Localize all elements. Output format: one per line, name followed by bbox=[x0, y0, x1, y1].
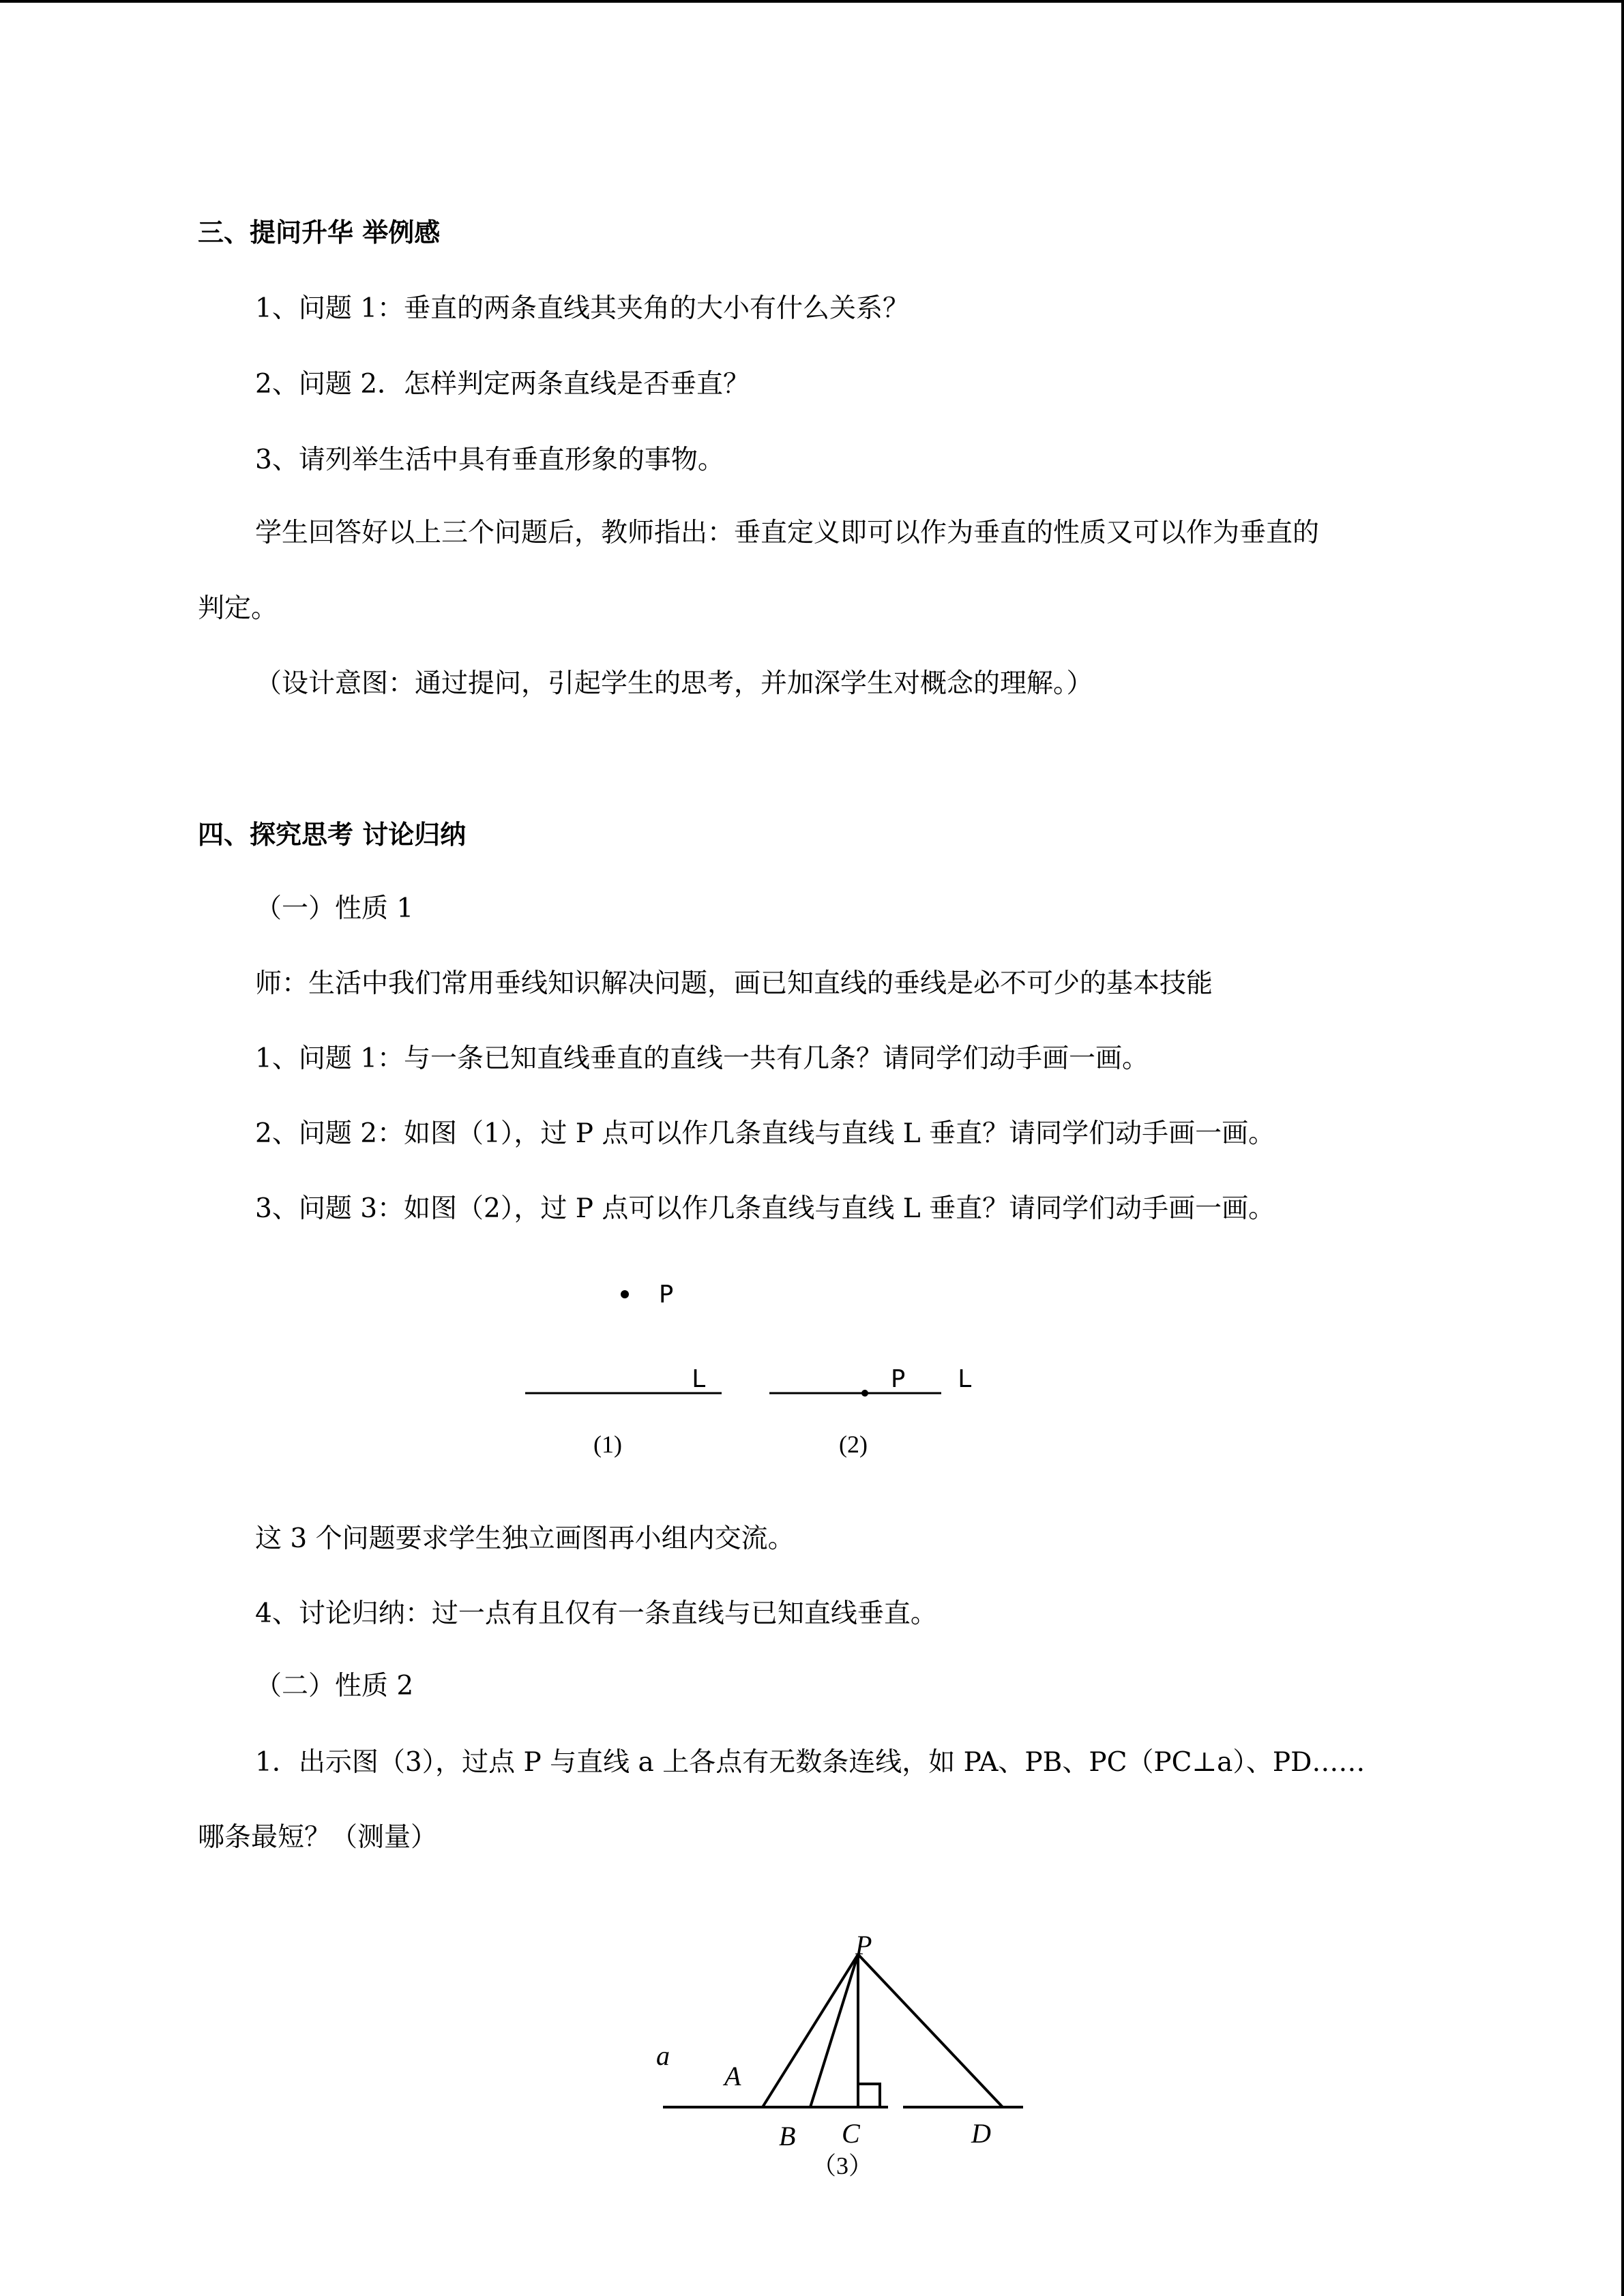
figure-3-prompt-line-1: 1．出示图（3），过点 P 与直线 a 上各点有无数条连线，如 PA、PB、PC（PC⊥a）、PD…… bbox=[255, 1747, 1365, 1778]
figure-1-label-l: L bbox=[692, 1365, 707, 1393]
section-3-paragraph-line-1: 学生回答好以上三个问题后，教师指出：垂直定义即可以作为垂直的性质又可以作为垂直的 bbox=[255, 518, 1320, 548]
figure-2-label-l: L bbox=[958, 1365, 973, 1393]
section-3-question-3: 3、请列举生活中具有垂直形象的事物。 bbox=[255, 445, 724, 475]
figure-1-label-p: P bbox=[659, 1281, 674, 1309]
section-3-design-intent: （设计意图：通过提问，引起学生的思考，并加深学生对概念的理解。） bbox=[255, 668, 1093, 699]
figure-1-point-p bbox=[621, 1290, 629, 1298]
figure-3-label-p: P bbox=[855, 1930, 872, 1960]
section-4-question-3: 3、问题 3：如图（2），过 P 点可以作几条直线与直线 L 垂直？请同学们动手画一画。 bbox=[255, 1193, 1275, 1224]
teacher-remark: 师：生活中我们常用垂线知识解决问题，画已知直线的垂线是必不可少的基本技能 bbox=[255, 968, 1213, 999]
right-angle-mark bbox=[858, 2084, 880, 2107]
section-3-question-2: 2、问题 2．怎样判定两条直线是否垂直？ bbox=[255, 369, 750, 400]
subsection-property-1: （一）性质 1 bbox=[255, 893, 414, 924]
figure-3 bbox=[641, 1923, 1064, 2196]
subsection-property-2: （二）性质 2 bbox=[255, 1671, 414, 1701]
section-4-question-1: 1、问题 1：与一条已知直线垂直的直线一共有几条？请同学们动手画一画。 bbox=[255, 1043, 1149, 1074]
section-3-paragraph-line-2: 判定。 bbox=[198, 593, 278, 624]
figure-3-caption: （3） bbox=[812, 2152, 874, 2179]
figure-3-label-a: a bbox=[656, 2040, 670, 2071]
figure-2-caption: (2) bbox=[839, 1431, 868, 1458]
figure-3-label-b: B bbox=[779, 2121, 796, 2151]
figure-3-label-upper-a: A bbox=[724, 2061, 741, 2091]
figure-2-point-p bbox=[861, 1390, 868, 1397]
page-right-border bbox=[1621, 0, 1624, 2296]
figure-1-caption: (1) bbox=[593, 1431, 622, 1458]
segment-pb bbox=[810, 1954, 858, 2107]
section-4-conclusion: 4、讨论归纳：过一点有且仅有一条直线与已知直线垂直。 bbox=[255, 1598, 937, 1629]
section-3-heading: 三、提问升华 举例感 bbox=[198, 218, 441, 248]
page-top-border bbox=[0, 0, 1624, 3]
figure-3-label-c: C bbox=[842, 2118, 860, 2149]
section-4-heading: 四、探究思考 讨论归纳 bbox=[198, 820, 467, 850]
figures-1-and-2 bbox=[505, 1268, 996, 1473]
section-4-question-2: 2、问题 2：如图（1），过 P 点可以作几条直线与直线 L 垂直？请同学们动手画一画。 bbox=[255, 1118, 1275, 1149]
figure-3-prompt-line-2: 哪条最短？（测量） bbox=[198, 1822, 438, 1853]
section-3-question-1: 1、问题 1：垂直的两条直线其夹角的大小有什么关系？ bbox=[255, 293, 910, 324]
figure-3-label-d: D bbox=[971, 2118, 991, 2149]
after-figure-note: 这 3 个问题要求学生独立画图再小组内交流。 bbox=[255, 1523, 795, 1554]
figure-2-label-p: P bbox=[891, 1365, 906, 1393]
segment-pa bbox=[763, 1954, 858, 2107]
